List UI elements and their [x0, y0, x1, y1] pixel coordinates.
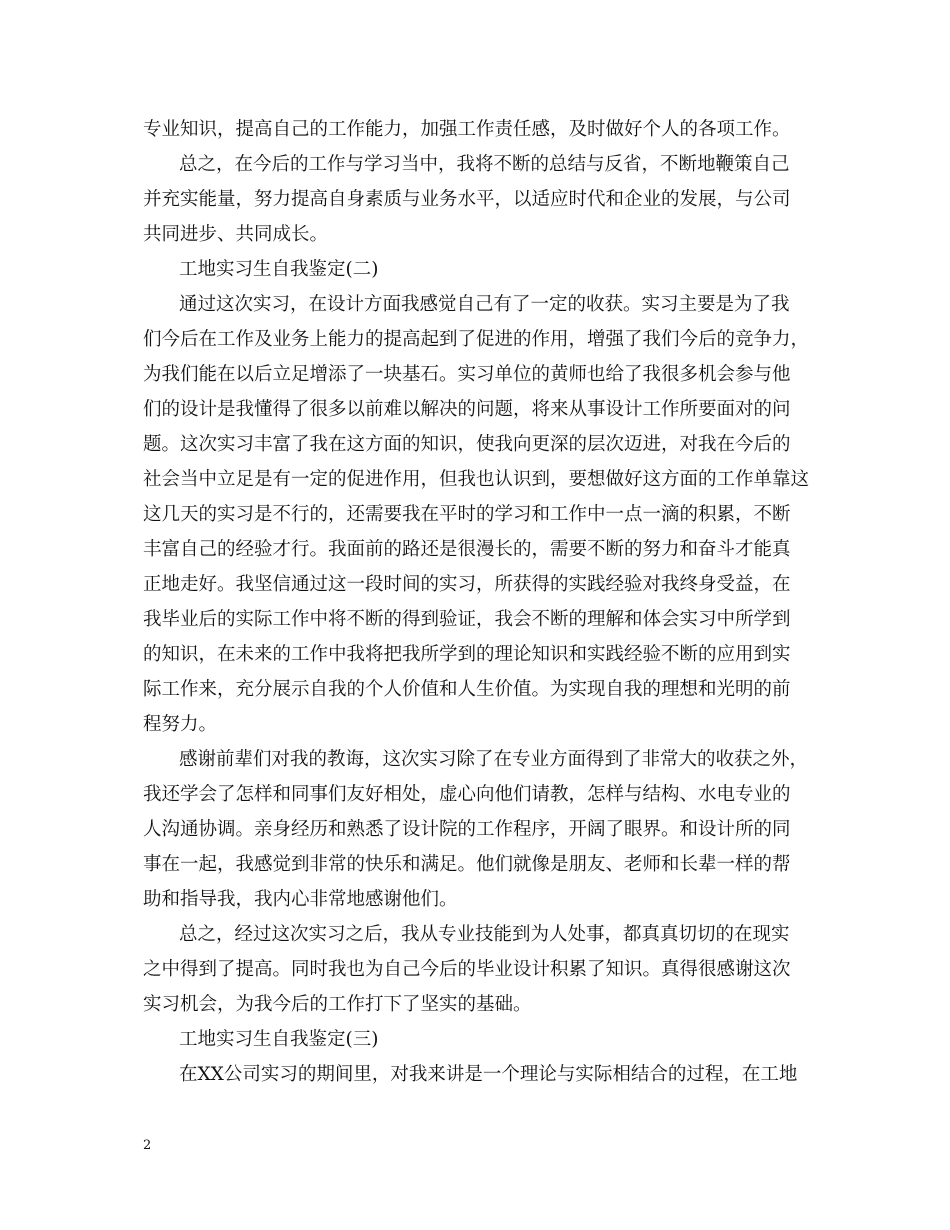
text-line: 这几天的实习是不行的，还需要我在平时的学习和工作中一点一滴的积累，不断 [143, 504, 791, 525]
text-line: 助和指导我，我内心非常地感谢他们。 [143, 889, 458, 910]
text-line: 丰富自己的经验才行。我面前的路还是很漫长的，需要不断的努力和奋斗才能真 [143, 539, 791, 560]
text-line: 们今后在工作及业务上能力的提高起到了促进的作用，增强了我们今后的竞争力， [143, 329, 810, 350]
page-number: 2 [143, 1138, 152, 1153]
text-line: 程努力。 [143, 714, 218, 735]
paragraph-first-line: 总之，在今后的工作与学习当中，我将不断的总结与反省，不断地鞭策自己 [179, 154, 790, 175]
text-line: 我毕业后的实际工作中将不断的得到验证，我会不断的理解和体会实习中所学到 [143, 609, 791, 630]
section-heading: 工地实习生自我鉴定(三) [179, 1029, 379, 1050]
text-line: 之中得到了提高。同时我也为自己今后的毕业设计积累了知识。真得很感谢这次 [143, 959, 791, 980]
text-line: 正地走好。我坚信通过这一段时间的实习，所获得的实践经验对我终身受益，在 [143, 574, 791, 595]
text-line: 我还学会了怎样和同事们友好相处，虚心向他们请教，怎样与结构、水电专业的 [143, 784, 791, 805]
section-heading: 工地实习生自我鉴定(二) [179, 259, 379, 280]
text-line: 为我们能在以后立足增添了一块基石。实习单位的黄师也给了我很多机会参与他 [143, 364, 791, 385]
text-line: 题。这次实习丰富了我在这方面的知识，使我向更深的层次迈进，对我在今后的 [143, 434, 791, 455]
text-line: 专业知识，提高自己的工作能力，加强工作责任感，及时做好个人的各项工作。 [143, 119, 791, 140]
text-line: 实习机会，为我今后的工作打下了坚实的基础。 [143, 994, 532, 1015]
text-line: 们的设计是我懂得了很多以前难以解决的问题，将来从事设计工作所要面对的问 [143, 399, 791, 420]
paragraph-first-line: 感谢前辈们对我的教诲，这次实习除了在专业方面得到了非常大的收获之外， [179, 749, 809, 770]
text-line: 并充实能量，努力提高自身素质与业务水平，以适应时代和企业的发展，与公司 [143, 189, 791, 210]
text-line: 社会当中立足是有一定的促进作用，但我也认识到，要想做好这方面的工作单靠这 [143, 469, 810, 490]
text-line: 的知识，在未来的工作中我将把我所学到的理论知识和实践经验不断的应用到实 [143, 644, 791, 665]
paragraph-first-line: 在XX公司实习的期间里，对我来讲是一个理论与实际相结合的过程，在工地 [179, 1064, 798, 1085]
paragraph-first-line: 通过这次实习，在设计方面我感觉自己有了一定的收获。实习主要是为了我 [179, 294, 790, 315]
text-line: 际工作来，充分展示自我的个人价值和人生价值。为实现自我的理想和光明的前 [143, 679, 791, 700]
text-line: 人沟通协调。亲身经历和熟悉了设计院的工作程序，开阔了眼界。和设计所的同 [143, 819, 791, 840]
text-line: 共同进步、共同成长。 [143, 224, 329, 245]
text-line: 事在一起，我感觉到非常的快乐和满足。他们就像是朋友、老师和长辈一样的帮 [143, 854, 791, 875]
paragraph-first-line: 总之，经过这次实习之后，我从专业技能到为人处事，都真真切切的在现实 [179, 924, 790, 945]
